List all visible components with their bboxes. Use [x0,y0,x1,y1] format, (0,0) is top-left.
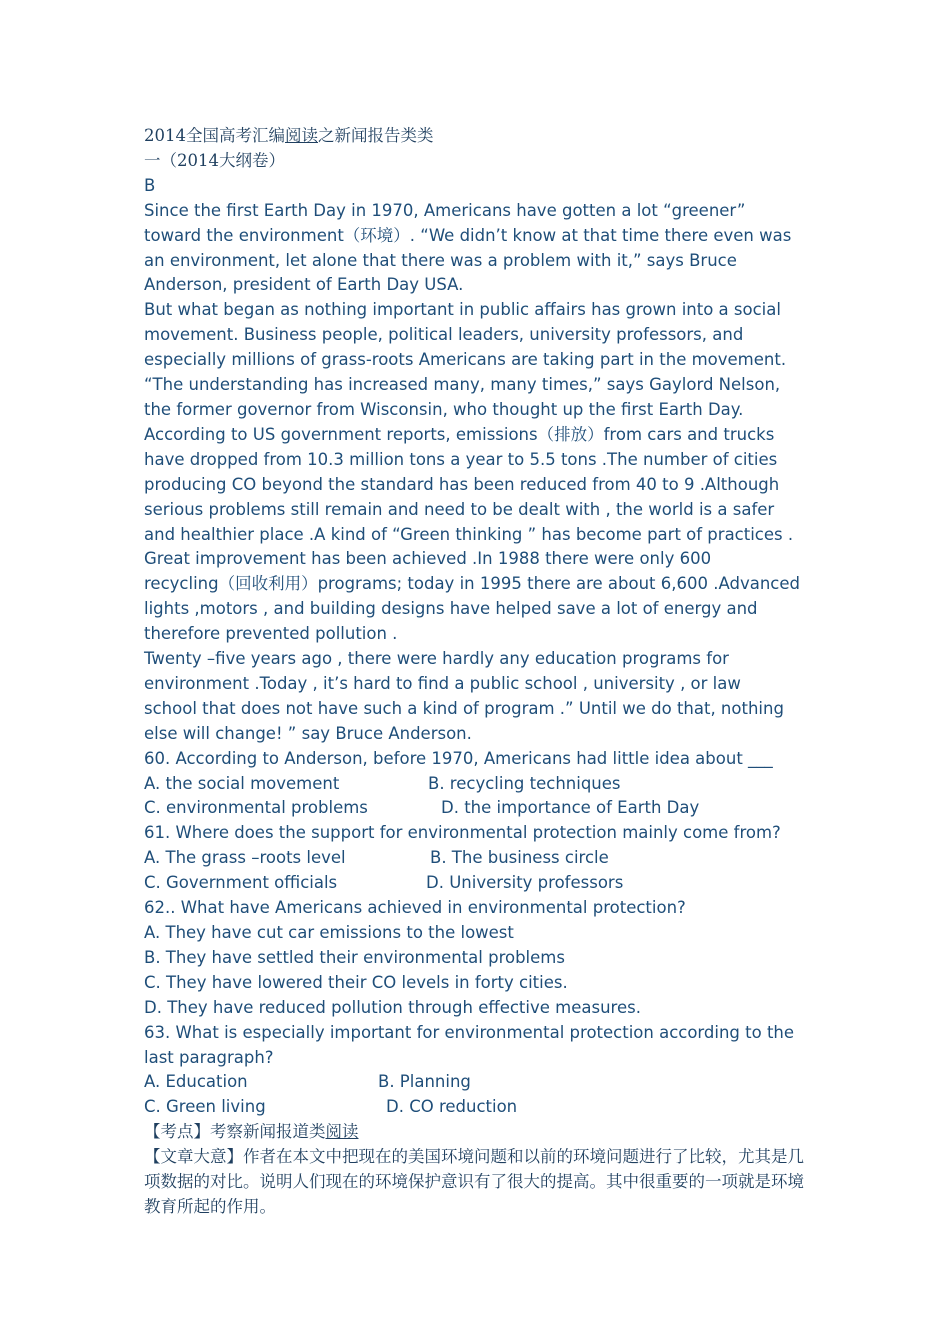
option-a: A. the social movement [144,773,340,793]
passage-line: Twenty –five years ago , there were hardly any education programs for [144,649,729,669]
passage-line: According to US government reports, emissions（排放）from cars and trucks [144,424,775,444]
passage-line: especially millions of grass-roots Americans are taking part in the movement. [144,350,787,370]
option-d: D. University professors [426,873,624,893]
question-stem-continued: last paragraph? [144,1047,274,1067]
passage-line: toward the environment（环境）. “We didn’t know at that time there even was [144,225,792,245]
section-heading: 一（2014大纲卷） [144,150,285,170]
passage-line: producing CO beyond the standard has been reduced from 40 to 9 .Although [144,474,780,494]
passage-line: school that does not have such a kind of program .” Until we do that, nothing [144,698,784,718]
question-63 [144,1021,816,1121]
passage-line: therefore prevented pollution . [144,624,398,644]
option-a: A. They have cut car emissions to the lowest [144,923,514,942]
option-b: B. recycling techniques [428,773,621,793]
document-page [144,124,816,1220]
summary-line: 教育所起的作用。 [144,1196,276,1216]
passage-line: an environment, let alone that there was a problem with it,” says Bruce [144,250,737,270]
analysis [144,1120,816,1220]
passage-line: the former governor from Wisconsin, who thought up the first Earth Day. [144,399,744,419]
passage-line: But what began as nothing important in public affairs has grown into a social [144,300,781,320]
kaodian-link[interactable]: 阅读 [325,1122,359,1142]
passage-line: environment .Today , it’s hard to find a public school , university , or law [144,673,741,693]
passage-line: Great improvement has been achieved .In 1988 there were only 600 [144,549,712,569]
option-d: D. CO reduction [386,1097,518,1117]
question-62 [144,896,816,1021]
passage-line: movement. Business people, political leaders, university professors, and [144,325,744,345]
question-61 [144,821,816,896]
question-stem: 60. According to Anderson, before 1970, Americans had little idea about ___ [144,748,773,768]
question-stem: 62.. What have Americans achieved in environmental protection? [144,898,686,918]
passage-line: Since the first Earth Day in 1970, Americans have gotten a lot “greener” [144,200,746,220]
passage-letter: B [144,175,156,195]
question-stem: 63. What is especially important for environmental protection according to the [144,1022,795,1042]
passage-line: lights ,motors , and building designs have helped save a lot of energy and [144,599,758,619]
question-stem: 61. Where does the support for environmental protection mainly come from? [144,823,781,843]
option-c: C. Green living [144,1097,266,1117]
option-d: D. the importance of Earth Day [441,798,700,818]
title-link[interactable]: 阅读 [285,126,318,145]
passage-line: and healthier place .A kind of “Green thinking ” has become part of practices . [144,524,794,544]
option-c: C. environmental problems [144,798,368,818]
option-b: B. They have settled their environmental problems [144,947,565,967]
option-b: B. The business circle [430,848,609,868]
passage-line: else will change! ” say Bruce Anderson. [144,723,472,743]
passage-line: Anderson, president of Earth Day USA. [144,275,464,295]
passage-line: recycling（回收利用）programs; today in 1995 there are about 6,600 .Advanced [144,574,800,594]
passage-line: “The understanding has increased many, many times,” says Gaylord Nelson, [144,375,781,395]
passage-line: serious problems still remain and need to be dealt with , the world is a safer [144,499,775,519]
summary-line: 【文章大意】作者在本文中把现在的美国环境问题和以前的环境问题进行了比较，尤其是几 [144,1147,804,1167]
document-title: 2014全国高考汇编阅读之新闻报告类类 [144,126,434,145]
option-b: B. Planning [378,1072,471,1092]
summary-line: 项数据的对比。说明人们现在的环境保护意识有了很大的提高。其中很重要的一项就是环境 [144,1172,804,1192]
passage-line: have dropped from 10.3 million tons a year to 5.5 tons .The number of cities [144,449,778,469]
option-c: C. Government officials [144,873,338,893]
option-a: A. Education [144,1072,248,1092]
option-d: D. They have reduced pollution through effective measures. [144,997,641,1017]
kaodian-line: 【考点】考察新闻报道类阅读 [144,1122,359,1142]
question-60 [144,747,816,822]
option-a: A. The grass –roots level [144,848,346,868]
option-c: C. They have lowered their CO levels in forty cities. [144,972,568,992]
passage [144,199,816,747]
